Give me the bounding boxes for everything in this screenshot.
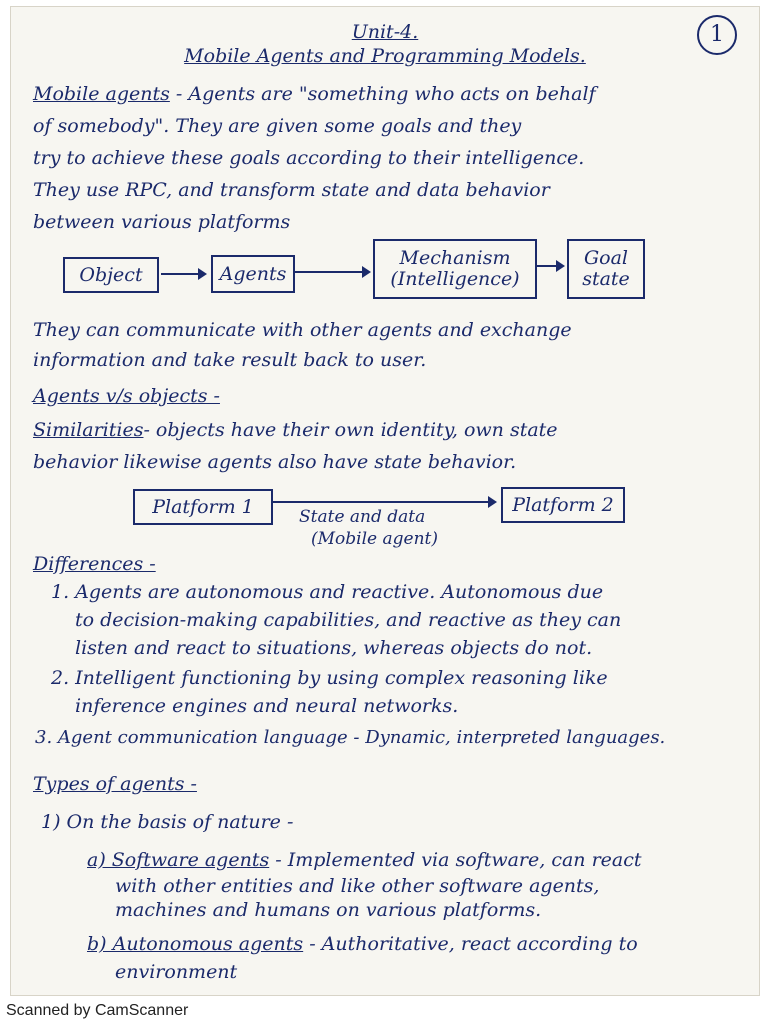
notebook-page	[10, 6, 760, 996]
page-number: 1	[697, 15, 737, 55]
software-agents-line-3: machines and humans on various platforms.	[115, 899, 542, 921]
autonomous-agents-line-2: environment	[115, 961, 238, 983]
scanner-watermark: Scanned by CamScanner	[6, 1002, 189, 1019]
platform-2-box: Platform 2	[501, 487, 625, 523]
difference-2-line-1: 2. Intelligent functioning by using complex reasoning like	[51, 667, 608, 689]
mobile-agents-heading: Mobile agents	[33, 83, 170, 105]
software-agents-line-1: a) Software agents - Implemented via software, can react	[87, 849, 642, 871]
page-title: Mobile Agents and Programming Models.	[184, 45, 586, 67]
intro-line-3: try to achieve these goals according to their intelligence.	[33, 147, 585, 169]
difference-1-line-1: 1. Agents are autonomous and reactive. Autonomous due	[51, 581, 604, 603]
autonomous-agents-line-1: b) Autonomous agents - Authoritative, react according to	[87, 933, 638, 955]
software-agents-line-2: with other entities and like other software agents,	[115, 875, 600, 897]
differences-heading: Differences -	[33, 553, 156, 575]
arrow-agents-mechanism	[295, 271, 369, 273]
unit-heading: Unit-4.	[351, 21, 419, 43]
mechanism-box: Mechanism (Intelligence)	[373, 239, 537, 299]
agents-vs-objects-heading: Agents v/s objects -	[33, 385, 220, 407]
arrow-platform1-platform2	[273, 501, 495, 503]
difference-2-line-2: inference engines and neural networks.	[75, 695, 459, 717]
comm-line-2: information and take result back to user.	[33, 349, 427, 371]
types-basis: 1) On the basis of nature -	[41, 811, 294, 833]
flow2-label-1: State and data	[299, 507, 426, 527]
difference-1-line-2: to decision-making capabilities, and reactive as they can	[75, 609, 622, 631]
similarities-line-2: behavior likewise agents also have state behavior.	[33, 451, 517, 473]
goal-state-box: Goal state	[567, 239, 645, 299]
intro-line-4: They use RPC, and transform state and data behavior	[33, 179, 550, 201]
intro-line-5: between various platforms	[33, 211, 291, 233]
arrow-object-agents	[161, 273, 205, 275]
platform-1-box: Platform 1	[133, 489, 273, 525]
object-box: Object	[63, 257, 159, 293]
agents-box: Agents	[211, 255, 295, 293]
intro-line-2: of somebody". They are given some goals and they	[33, 115, 522, 137]
difference-3-line: 3. Agent communication language - Dynamic, interpreted languages.	[35, 727, 666, 748]
intro-line-1: Mobile agents - Agents are "something who acts on behalf	[33, 83, 596, 105]
flow2-label-2: (Mobile agent)	[311, 529, 438, 549]
similarities-line: Similarities- objects have their own identity, own state	[33, 419, 558, 441]
difference-1-line-3: listen and react to situations, whereas objects do not.	[75, 637, 593, 659]
types-heading: Types of agents -	[33, 773, 197, 795]
arrow-mechanism-goal	[537, 265, 563, 267]
comm-line-1: They can communicate with other agents and exchange	[33, 319, 572, 341]
